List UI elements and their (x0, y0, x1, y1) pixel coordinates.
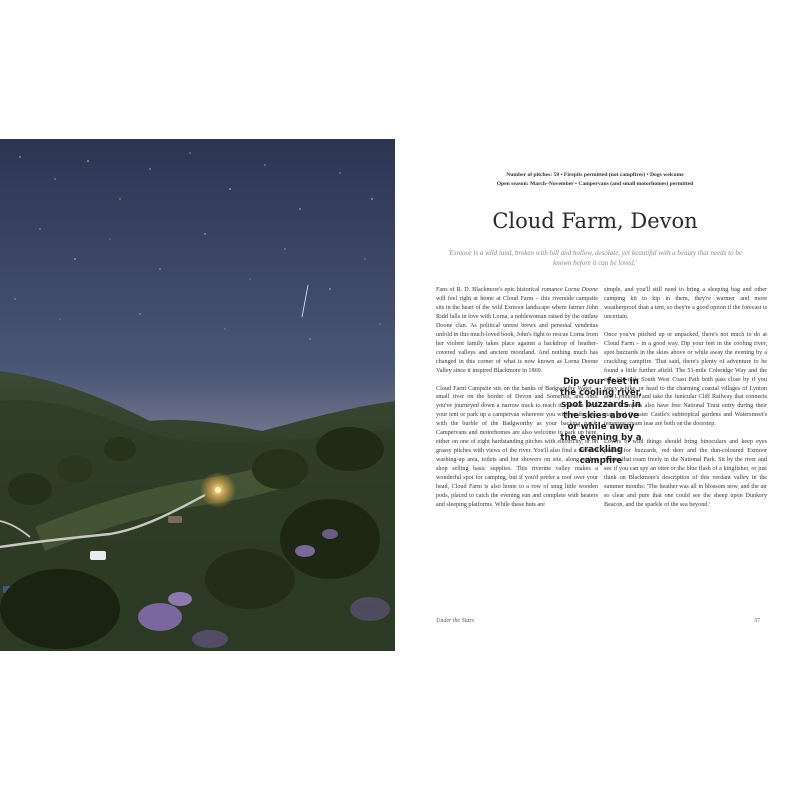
paragraph-4: Once you've pitched up or unpacked, there's not much to do at Cloud Farm – in a good way. Dip your feet in the cooling river, spot buzzards in the skies above or while away the evening by a crackling campfire. That said, there's plenty of adventure to be found a little further afield. The 51-mile Coleridge Way and the epic 630-mile South West Coast Path both pass close by if you fancy a hike, or head to the charming coastal villages of Lynton and Lynmouth and take the funicular Cliff Railway that connects them. Campers also have free National Trust entry during their stay, and Dunster Castle's subtropical gardens and Watersmeet's tempting cream teas are both on the doorstep. (604, 331, 767, 428)
paragraph-2: Cloud Farm Campsite sits on the banks of Badgworthy Water, a small river on the border of Devon and Somerset, and once you've journeyed down a narrow track to reach it you can pitch your tent or park up a campervan wherever you wish on the site, with the burble of the Badgworthy as your backing track. Campervans and motorhomes are also welcome to park up here, either on one of eight hardstanding pitches with electricity, or on grassy pitches with views of the river. You'll also find a covered washing-up area, toilets and hot showers on site, along with a shop selling basic supplies. This riverine valley makes a wonderful spot for camping, but if you'd prefer a roof over your head, Cloud Farm is also home to a row of snug little wooden pods, placed to catch the evening sun and complete with heaters and sleeping platforms. While these huts are (436, 385, 598, 508)
book-title-italic: Lorna Doone (564, 287, 598, 293)
pull-quote: Dip your feet in the cooling river, spot buzzards in the skies above or while away the evening by a crackling campfire (560, 377, 642, 467)
facts-line-1: Number of pitches: 58 • Firepits permitted (not campfires) • Dogs welcome (506, 172, 684, 178)
campfire-light (215, 487, 221, 493)
paragraph-5: Lovers of wild things should bring binoculars and keep eyes peeled for buzzards, red deer and the dun-coloured Exmoor ponies that roam freely in the National Park. Sit by the river and see if you can spy an otter or the blue flash of a kingfisher, or just think on Blackmore's description of this verdant valley in the summer months: 'The heather was all in blossom now, and the air so clear and pure that one could see the sheep upon Dunkery Beacon, and the sparkle of the sea beyond.' (604, 439, 767, 508)
facts-line-2: Open season: March–November • Campervans (and small motorhomes) permitted (496, 181, 694, 187)
car-shape (168, 516, 182, 523)
night-sky-campsite-photo (0, 139, 395, 651)
paragraph-1-rest: will feel right at home at Cloud Farm – this riverside campsite sits in the heart of the wild Exmoor landscape where farmer John Ridd falls in love with Lorna, a noblewoman raised by the outlaw Doone clan. As political unrest brews and personal vendettas unfold in this much-loved book, John's fight to rescue Lorna from her violent family takes place against a backdrop of heather-covered valleys and ancient moorland. And nothing much has changed in this corner of what is now known as Lorna Doone Valley since it inspired Blackmore in 1869. (436, 295, 598, 374)
running-footer-title: Under the Stars (436, 618, 474, 624)
campervan-shape (90, 551, 106, 560)
paragraph-1 (436, 286, 598, 376)
paragraph-1-lead: Fans of R. D. Blackmore's epic historical romance (436, 287, 565, 293)
paragraph-3: simple, and you'll still need to bring a sleeping bag and other camping kit to kip in them, they're warmer and more weatherproof than a tent, so they're a good option if the forecast is uncertain. (604, 287, 767, 320)
intro-quote: 'Exmoor is a wild land, broken with hill and hollow, desolate, yet beautiful with a beauty that needs to be known before it can be loved.' (448, 249, 742, 267)
page-number: 37 (754, 618, 760, 624)
text-page (400, 139, 790, 651)
page-title: Cloud Farm, Devon (492, 209, 698, 233)
campsite-facts (400, 171, 790, 189)
